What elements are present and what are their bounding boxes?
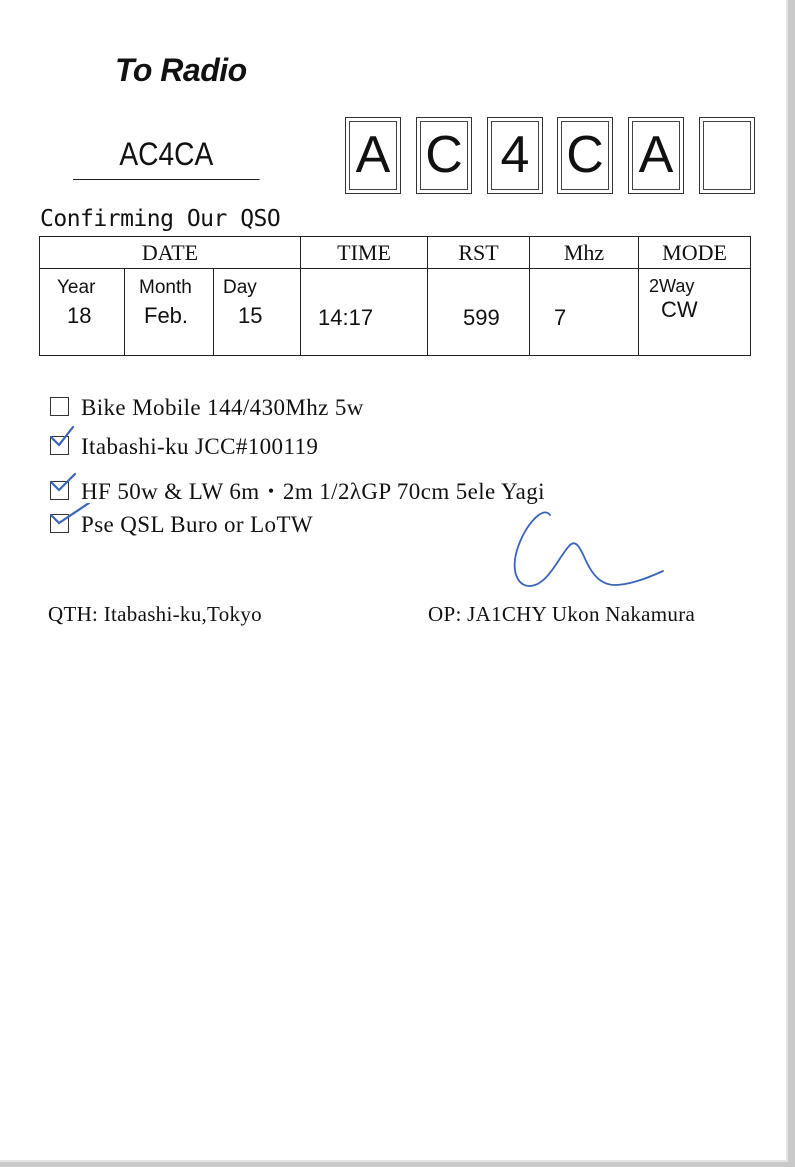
operator-name: OP: JA1CHY Ukon Nakamura [428, 602, 696, 626]
qso-table [39, 236, 751, 356]
rst-value: 599 [463, 305, 500, 330]
month-label: Month [139, 277, 192, 298]
day-label: Day [223, 277, 257, 298]
header-date: DATE [40, 237, 301, 269]
mode-top-label: 2Way [649, 276, 695, 296]
cell-day [214, 269, 301, 356]
to-radio-label: To Radio [115, 52, 247, 88]
callsign-box-3: 4 [487, 117, 543, 194]
mode-value: CW [661, 297, 698, 322]
checkbox-qsl[interactable] [50, 514, 69, 533]
callsign-box-2: C [416, 117, 472, 194]
option-label: HF 50w & LW 6m・2m 1/2λGP 70cm 5ele Yagi [81, 479, 545, 504]
cell-mode [639, 269, 751, 356]
options-list [50, 395, 545, 551]
option-itabashi [50, 434, 545, 473]
checkmark-icon [49, 470, 93, 500]
cell-mhz [530, 269, 639, 356]
checkbox-antenna[interactable] [50, 481, 69, 500]
month-value: Feb. [144, 303, 189, 328]
cell-month [125, 269, 214, 356]
checkbox-bike-mobile[interactable] [50, 397, 69, 416]
option-qsl [50, 512, 545, 551]
option-bike-mobile [50, 395, 545, 434]
header-rst: RST [428, 237, 530, 269]
checkmark-icon [49, 425, 93, 455]
header-mhz: Mhz [530, 237, 639, 269]
callsign-box-6 [699, 117, 755, 194]
option-antenna [50, 473, 545, 512]
qth-address: QTH: Itabashi-ku,Tokyo [48, 602, 262, 626]
checkbox-itabashi[interactable] [50, 436, 69, 455]
time-value: 14:17 [318, 305, 374, 330]
year-value: 18 [67, 303, 92, 328]
year-label: Year [57, 277, 96, 298]
mhz-value: 7 [554, 305, 567, 330]
header-time: TIME [301, 237, 428, 269]
checkmark-icon [49, 503, 93, 533]
confirming-heading: Confirming Our QSO [40, 206, 281, 232]
callsign-box-1: A [345, 117, 401, 194]
header-mode: MODE [639, 237, 751, 269]
cell-time [301, 269, 428, 356]
option-label: Bike Mobile 144/430Mhz 5w [81, 395, 364, 420]
cell-year [40, 269, 125, 356]
callsign-box-5: A [628, 117, 684, 194]
cell-rst [428, 269, 530, 356]
callsign-box-4: C [557, 117, 613, 194]
option-label: Itabashi-ku JCC#100119 [81, 434, 319, 459]
callsign-handwritten: AC4CA [73, 135, 260, 180]
day-value: 15 [238, 303, 263, 328]
signature-icon [505, 505, 675, 595]
option-label: Pse QSL Buro or LoTW [81, 512, 314, 537]
